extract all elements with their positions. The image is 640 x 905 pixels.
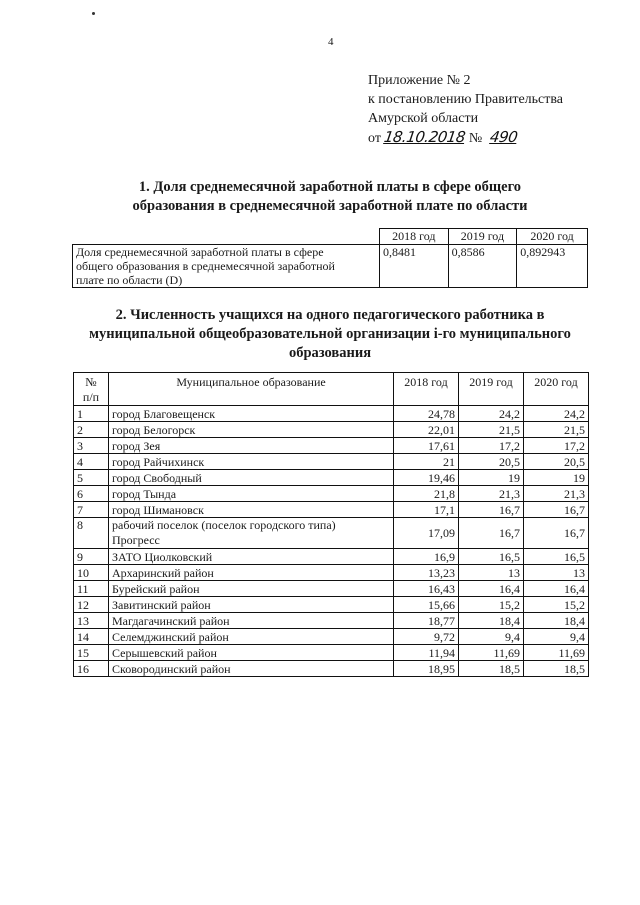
col-number-header-line: № (85, 375, 97, 389)
row-number: 14 (74, 629, 109, 645)
salary-share-table (72, 228, 588, 288)
year-header: 2019 год (459, 373, 524, 406)
handwritten-date: 18.10.2018 (383, 128, 467, 146)
col-number-header (74, 373, 109, 406)
table-row (74, 454, 589, 470)
section2-title-line: образования (288, 345, 372, 361)
table-row (73, 245, 588, 288)
value-2019: 20,5 (459, 454, 524, 470)
table-row (74, 470, 589, 486)
value-2018: 17,61 (394, 438, 459, 454)
table-row (74, 565, 589, 581)
value-2020: 20,5 (524, 454, 589, 470)
appendix-line: к постановлению Правительства (368, 92, 564, 107)
table-row (74, 645, 589, 661)
value-2019: 11,69 (459, 645, 524, 661)
municipality-name: город Белогорск (109, 422, 394, 438)
year-header: 2018 год (394, 373, 459, 406)
number-prefix: № (468, 131, 483, 146)
value-2018: 21 (394, 454, 459, 470)
value-2020: 15,2 (524, 597, 589, 613)
table-row (74, 597, 589, 613)
year-header: 2019 год (448, 229, 517, 245)
scan-dot (92, 12, 95, 15)
value-2018: 21,8 (394, 486, 459, 502)
municipality-name-line: Прогресс (112, 533, 160, 547)
row-label-line: Доля среднемесячной заработной платы в сфере (76, 245, 324, 259)
municipality-name: Селемджинский район (109, 629, 394, 645)
section2-title-line: муниципальной общеобразовательной организации i-го муниципального (89, 326, 571, 342)
value-2019: 9,4 (459, 629, 524, 645)
row-number: 15 (74, 645, 109, 661)
value-2018: 16,43 (394, 581, 459, 597)
value-2020: 18,4 (524, 613, 589, 629)
municipality-name-line: рабочий поселок (поселок городского типа) (112, 518, 336, 532)
value-2020: 16,7 (524, 518, 589, 549)
row-label (73, 245, 380, 288)
table-row (74, 406, 589, 422)
col-number-header-line: п/п (82, 390, 100, 404)
value-2020: 19 (524, 470, 589, 486)
table-header-row (73, 229, 588, 245)
municipality-name: город Зея (109, 438, 394, 454)
value-cell: 0,8586 (448, 245, 517, 288)
section1-title (60, 178, 600, 216)
handwritten-number: 490 (488, 128, 519, 146)
municipality-name: город Свободный (109, 470, 394, 486)
row-number: 10 (74, 565, 109, 581)
municipality-name (109, 518, 394, 549)
value-2019: 16,4 (459, 581, 524, 597)
row-number: 7 (74, 502, 109, 518)
municipality-name: город Благовещенск (109, 406, 394, 422)
value-2019: 15,2 (459, 597, 524, 613)
row-number: 2 (74, 422, 109, 438)
row-number: 11 (74, 581, 109, 597)
section1-title-line: 1. Доля среднемесячной заработной платы в сфере общего (138, 179, 522, 195)
value-2019: 19 (459, 470, 524, 486)
municipality-name: Бурейский район (109, 581, 394, 597)
value-cell: 0,8481 (380, 245, 449, 288)
value-2020: 16,5 (524, 549, 589, 565)
value-2020: 16,7 (524, 502, 589, 518)
value-2018: 15,66 (394, 597, 459, 613)
appendix-header (368, 71, 563, 148)
value-2020: 13 (524, 565, 589, 581)
value-2019: 13 (459, 565, 524, 581)
date-prefix: от (368, 131, 381, 146)
municipality-name: Серышевский район (109, 645, 394, 661)
col-name-header: Муниципальное образование (109, 373, 394, 406)
value-2019: 16,7 (459, 502, 524, 518)
value-2018: 18,95 (394, 661, 459, 677)
row-number: 13 (74, 613, 109, 629)
municipality-name: Завитинский район (109, 597, 394, 613)
value-2018: 9,72 (394, 629, 459, 645)
table-row (74, 581, 589, 597)
table-row (74, 549, 589, 565)
row-number: 9 (74, 549, 109, 565)
value-2020: 18,5 (524, 661, 589, 677)
year-header: 2018 год (380, 229, 449, 245)
municipality-name: город Райчихинск (109, 454, 394, 470)
section2-title-line: 2. Численность учащихся на одного педагогического работника в (115, 307, 545, 323)
appendix-line: Амурской области (368, 111, 479, 126)
row-number: 5 (74, 470, 109, 486)
appendix-line: Приложение № 2 (368, 73, 471, 88)
value-2018: 22,01 (394, 422, 459, 438)
municipality-name: ЗАТО Циолковский (109, 549, 394, 565)
municipality-name: город Тында (109, 486, 394, 502)
value-2020: 24,2 (524, 406, 589, 422)
value-2018: 11,94 (394, 645, 459, 661)
table-row (74, 422, 589, 438)
value-2018: 16,9 (394, 549, 459, 565)
row-number: 4 (74, 454, 109, 470)
students-per-teacher-table (73, 372, 589, 677)
page-number: 4 (328, 36, 334, 48)
row-number: 12 (74, 597, 109, 613)
value-2019: 18,5 (459, 661, 524, 677)
municipality-name: город Шимановск (109, 502, 394, 518)
value-2019: 21,3 (459, 486, 524, 502)
value-2020: 11,69 (524, 645, 589, 661)
row-number: 1 (74, 406, 109, 422)
value-2020: 16,4 (524, 581, 589, 597)
row-number: 6 (74, 486, 109, 502)
table-row (74, 661, 589, 677)
value-2018: 18,77 (394, 613, 459, 629)
row-number: 8 (74, 518, 109, 549)
row-label-line: общего образования в среднемесячной заработной (76, 259, 335, 273)
value-2019: 16,5 (459, 549, 524, 565)
value-2019: 18,4 (459, 613, 524, 629)
table-row (74, 502, 589, 518)
value-2018: 17,1 (394, 502, 459, 518)
section1-title-line: образования в среднемесячной заработной плате по области (132, 198, 528, 214)
value-2019: 17,2 (459, 438, 524, 454)
table-header-row (74, 373, 589, 406)
value-2019: 16,7 (459, 518, 524, 549)
value-2019: 21,5 (459, 422, 524, 438)
value-2019: 24,2 (459, 406, 524, 422)
appendix-date-line (368, 128, 563, 148)
row-label-line: плате по области (D) (76, 273, 183, 287)
value-2020: 17,2 (524, 438, 589, 454)
table-row (74, 613, 589, 629)
section2-title (60, 306, 600, 363)
value-2020: 21,3 (524, 486, 589, 502)
value-2018: 24,78 (394, 406, 459, 422)
table-row (74, 438, 589, 454)
year-header: 2020 год (517, 229, 588, 245)
row-number: 3 (74, 438, 109, 454)
municipality-name: Архаринский район (109, 565, 394, 581)
year-header: 2020 год (524, 373, 589, 406)
value-2018: 17,09 (394, 518, 459, 549)
table-row (74, 486, 589, 502)
value-2020: 21,5 (524, 422, 589, 438)
value-2018: 13,23 (394, 565, 459, 581)
row-number: 16 (74, 661, 109, 677)
header-blank-cell (73, 229, 380, 245)
municipality-name: Магдагачинский район (109, 613, 394, 629)
table-row (74, 518, 589, 549)
value-2020: 9,4 (524, 629, 589, 645)
value-cell: 0,892943 (517, 245, 588, 288)
value-2018: 19,46 (394, 470, 459, 486)
municipality-name: Сковородинский район (109, 661, 394, 677)
table-row (74, 629, 589, 645)
